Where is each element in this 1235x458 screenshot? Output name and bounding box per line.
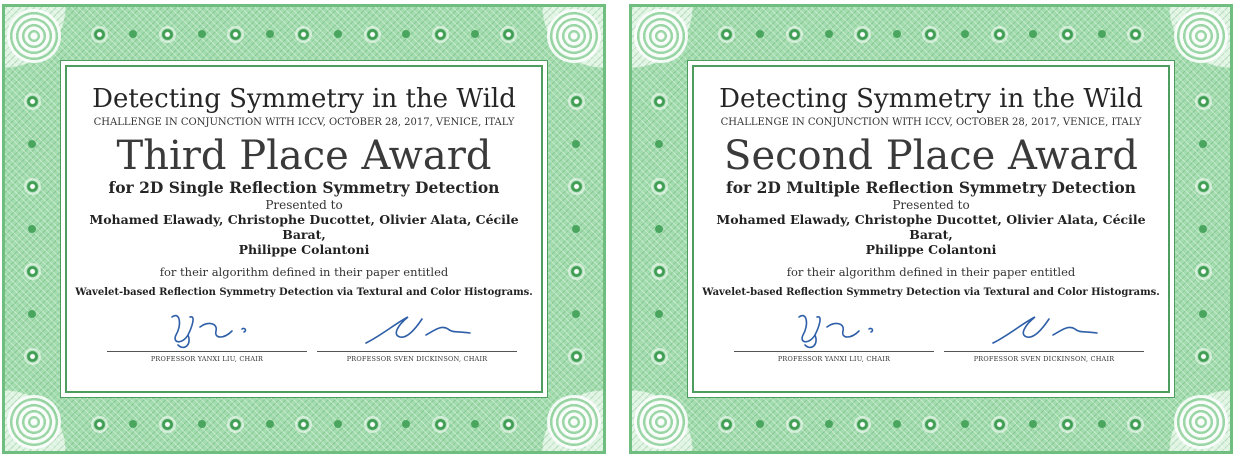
signature-block-chair-2 bbox=[317, 305, 517, 363]
ornament-bead bbox=[655, 140, 663, 148]
award-category: for 2D Single Reflection Symmetry Detection bbox=[108, 178, 500, 197]
ornament-bead bbox=[297, 418, 310, 431]
ornament-bead bbox=[1029, 420, 1037, 428]
corner-rosette bbox=[1174, 395, 1228, 449]
ornament-bead bbox=[93, 418, 106, 431]
ornament-bead bbox=[1098, 30, 1106, 38]
presented-to: Presented to bbox=[265, 198, 343, 212]
border-ornament-band bbox=[646, 63, 672, 395]
ornament-bead bbox=[825, 30, 833, 38]
authors-line-1: Mohamed Elawady, Christophe Ducottet, Olivier Alata, Cécile Barat, bbox=[716, 212, 1146, 242]
ornament-bead bbox=[198, 420, 206, 428]
ornament-bead bbox=[1197, 265, 1210, 278]
ornament-bead bbox=[572, 310, 580, 318]
ornament-bead bbox=[1197, 350, 1210, 363]
ornament-bead bbox=[788, 28, 801, 41]
ornament-bead bbox=[993, 28, 1006, 41]
ornament-bead bbox=[1061, 28, 1074, 41]
ornament-bead bbox=[26, 265, 39, 278]
ornament-bead bbox=[1197, 180, 1210, 193]
certificate-third-place bbox=[2, 4, 606, 454]
ornament-bead bbox=[1199, 225, 1207, 233]
ornament-bead bbox=[572, 140, 580, 148]
ornament-bead bbox=[334, 30, 342, 38]
ornament-bead bbox=[334, 420, 342, 428]
paper-title: Wavelet-based Reflection Symmetry Detection via Textural and Color Histograms. bbox=[75, 287, 533, 298]
ornament-bead bbox=[1199, 310, 1207, 318]
ornament-bead bbox=[653, 265, 666, 278]
ornament-bead bbox=[434, 418, 447, 431]
ornament-bead bbox=[720, 28, 733, 41]
ornament-bead bbox=[756, 420, 764, 428]
ornament-bead bbox=[572, 225, 580, 233]
corner-rosette bbox=[1174, 9, 1228, 63]
ornament-bead bbox=[1129, 28, 1142, 41]
signer-name: PROFESSOR YANXI LIU, CHAIR bbox=[150, 355, 264, 363]
ornament-bead bbox=[653, 350, 666, 363]
ornament-bead bbox=[1098, 420, 1106, 428]
ornament-bead bbox=[28, 140, 36, 148]
ornament-bead bbox=[161, 418, 174, 431]
ornament-bead bbox=[961, 30, 969, 38]
ornament-bead bbox=[161, 28, 174, 41]
award-category: for 2D Multiple Reflection Symmetry Detection bbox=[726, 178, 1136, 197]
ornament-bead bbox=[366, 418, 379, 431]
ornament-bead bbox=[93, 28, 106, 41]
ornament-bead bbox=[756, 30, 764, 38]
ornament-bead bbox=[366, 28, 379, 41]
ornament-bead bbox=[993, 418, 1006, 431]
border-ornament-band bbox=[19, 63, 45, 395]
ornament-bead bbox=[1197, 95, 1210, 108]
award-title: Second Place Award bbox=[724, 133, 1138, 179]
ornament-bead bbox=[471, 420, 479, 428]
ornament-bead bbox=[961, 420, 969, 428]
border-ornament-band bbox=[563, 63, 589, 395]
corner-rosette bbox=[7, 395, 61, 449]
ornament-bead bbox=[266, 420, 274, 428]
corner-rosette bbox=[7, 9, 61, 63]
ornament-bead bbox=[502, 418, 515, 431]
ornament-bead bbox=[856, 418, 869, 431]
corner-rosette bbox=[547, 395, 601, 449]
ornament-bead bbox=[655, 310, 663, 318]
signer-name: PROFESSOR YANXI LIU, CHAIR bbox=[777, 355, 891, 363]
paper-title: Wavelet-based Reflection Symmetry Detection via Textural and Color Histograms. bbox=[702, 287, 1160, 298]
ornament-bead bbox=[229, 418, 242, 431]
border-ornament-band bbox=[69, 411, 539, 437]
ornament-bead bbox=[720, 418, 733, 431]
certificate-panel bbox=[692, 65, 1170, 393]
ornament-bead bbox=[297, 28, 310, 41]
signature-block-chair-1 bbox=[107, 305, 307, 363]
border-ornament-band bbox=[1190, 63, 1216, 395]
ornament-bead bbox=[893, 420, 901, 428]
ornament-bead bbox=[26, 350, 39, 363]
ornament-bead bbox=[229, 28, 242, 41]
ornament-bead bbox=[1029, 30, 1037, 38]
signature-line bbox=[944, 351, 1144, 352]
ornament-bead bbox=[893, 30, 901, 38]
certificate-second-place bbox=[629, 4, 1233, 454]
authors-line-2: Philippe Colantoni bbox=[865, 242, 997, 257]
ornament-bead bbox=[856, 28, 869, 41]
ornament-bead bbox=[129, 30, 137, 38]
ornament-bead bbox=[1061, 418, 1074, 431]
signer-name: PROFESSOR SVEN DICKINSON, CHAIR bbox=[973, 355, 1115, 363]
ornament-bead bbox=[402, 420, 410, 428]
ornament-bead bbox=[502, 28, 515, 41]
ornament-bead bbox=[924, 418, 937, 431]
ornament-bead bbox=[129, 420, 137, 428]
event-title: Detecting Symmetry in the Wild bbox=[719, 84, 1143, 114]
ornament-bead bbox=[653, 180, 666, 193]
border-ornament-band bbox=[696, 411, 1166, 437]
certificate-panel bbox=[65, 65, 543, 393]
border-ornament-band bbox=[69, 21, 539, 47]
ornament-bead bbox=[924, 28, 937, 41]
border-ornament-band bbox=[696, 21, 1166, 47]
ornament-bead bbox=[655, 225, 663, 233]
signature-dickinson bbox=[352, 305, 482, 351]
authors-line-2: Philippe Colantoni bbox=[238, 242, 370, 257]
signature-line bbox=[317, 351, 517, 352]
ornament-bead bbox=[434, 28, 447, 41]
ornament-bead bbox=[198, 30, 206, 38]
signature-liu bbox=[779, 305, 889, 351]
ornament-bead bbox=[471, 30, 479, 38]
ornament-bead bbox=[26, 180, 39, 193]
signer-name: PROFESSOR SVEN DICKINSON, CHAIR bbox=[346, 355, 488, 363]
algorithm-text: for their algorithm defined in their paper entitled bbox=[786, 265, 1076, 279]
ornament-bead bbox=[788, 418, 801, 431]
signature-block-chair-1 bbox=[734, 305, 934, 363]
authors-line-1: Mohamed Elawady, Christophe Ducottet, Olivier Alata, Cécile Barat, bbox=[89, 212, 519, 242]
ornament-bead bbox=[570, 180, 583, 193]
award-title: Third Place Award bbox=[116, 133, 492, 179]
signature-liu bbox=[152, 305, 262, 351]
corner-rosette bbox=[634, 395, 688, 449]
event-subtitle: CHALLENGE IN CONJUNCTION WITH ICCV, OCTOBER 28, 2017, VENICE, ITALY bbox=[93, 117, 515, 128]
signature-line bbox=[107, 351, 307, 352]
ornament-bead bbox=[266, 30, 274, 38]
presented-to: Presented to bbox=[892, 198, 970, 212]
ornament-bead bbox=[28, 225, 36, 233]
corner-rosette bbox=[547, 9, 601, 63]
ornament-bead bbox=[28, 310, 36, 318]
ornament-bead bbox=[26, 95, 39, 108]
ornament-bead bbox=[570, 95, 583, 108]
signature-line bbox=[734, 351, 934, 352]
ornament-bead bbox=[1129, 418, 1142, 431]
corner-rosette bbox=[634, 9, 688, 63]
signature-dickinson bbox=[979, 305, 1109, 351]
ornament-bead bbox=[825, 420, 833, 428]
ornament-bead bbox=[570, 350, 583, 363]
algorithm-text: for their algorithm defined in their paper entitled bbox=[159, 265, 449, 279]
ornament-bead bbox=[402, 30, 410, 38]
event-title: Detecting Symmetry in the Wild bbox=[92, 84, 516, 114]
ornament-bead bbox=[570, 265, 583, 278]
signature-block-chair-2 bbox=[944, 305, 1144, 363]
ornament-bead bbox=[1199, 140, 1207, 148]
event-subtitle: CHALLENGE IN CONJUNCTION WITH ICCV, OCTOBER 28, 2017, VENICE, ITALY bbox=[720, 117, 1142, 128]
ornament-bead bbox=[653, 95, 666, 108]
